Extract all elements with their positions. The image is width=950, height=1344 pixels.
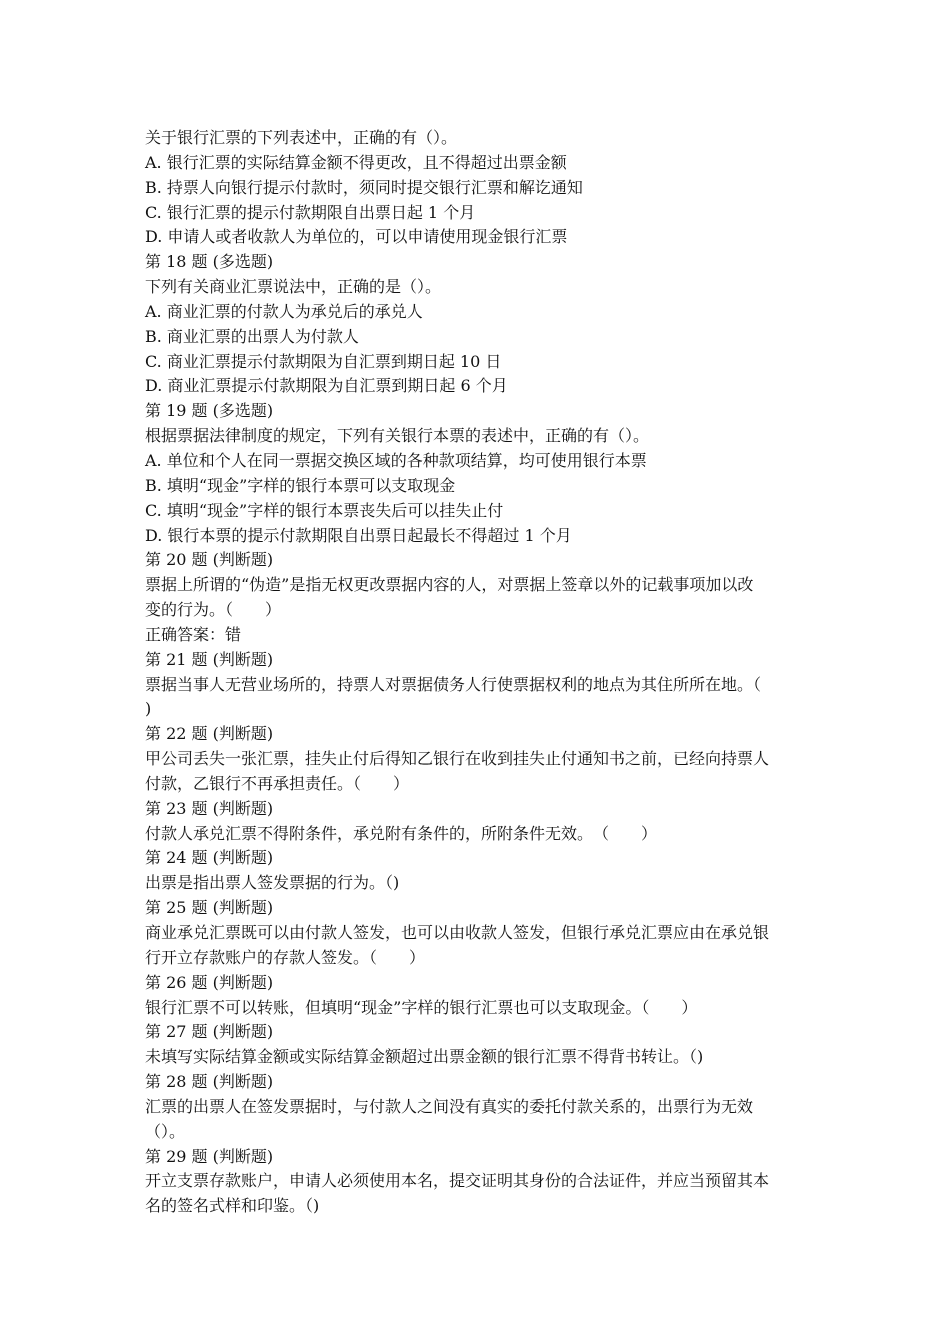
text-line: C. 填明“现金”字样的银行本票丧失后可以挂失止付 [145,500,504,520]
text-line: 行开立存款账户的存款人签发。（ ） [145,947,426,967]
text-line: 变的行为。（ ） [145,600,282,620]
text-line: 出票是指出票人签发票据的行为。（) [145,873,400,893]
document-body [145,126,810,1219]
text-line: 开立支票存款账户，申请人必须使用本名，提交证明其身份的合法证件，并应当预留其本 [145,1171,770,1191]
question-header: 第 26 题 (判断题) [145,972,274,992]
text-line: B. 填明“现金”字样的银行本票可以支取现金 [145,475,456,495]
question-header: 第 22 题 (判断题) [145,724,274,744]
text-line: 汇票的出票人在签发票据时，与付款人之间没有真实的委托付款关系的，出票行为无效 [145,1096,754,1116]
text-line: 关于银行汇票的下列表述中，正确的有（）。 [145,128,458,147]
text-line: 票据当事人无营业场所的，持票人对票据债务人行使票据权利的地点为其住所所在地。（ [145,674,762,694]
question-header: 第 27 题 (判断题) [145,1022,274,1042]
text-line: 未填写实际结算金额或实际结算金额超过出票金额的银行汇票不得背书转让。（) [145,1047,704,1067]
text-line: C. 银行汇票的提示付款期限自出票日起 1 个月 [145,202,476,222]
question-header: 第 29 题 (判断题) [145,1146,274,1166]
text-line: （）。 [145,1121,186,1141]
question-header: 第 23 题 (判断题) [145,798,274,818]
question-header: 第 24 题 (判断题) [145,848,274,868]
text-line: C. 商业汇票提示付款期限为自汇票到期日起 10 日 [145,351,502,371]
text-line: B. 商业汇票的出票人为付款人 [145,326,359,346]
text-line: 商业承兑汇票既可以由付款人签发，也可以由收款人签发，但银行承兑汇票应由在承兑银 [145,923,770,942]
text-line: 根据票据法律制度的规定，下列有关银行本票的表述中，正确的有（）。 [145,426,650,446]
text-line: 付款人承兑汇票不得附条件，承兑附有条件的，所附条件无效。 （ ） [145,823,658,843]
question-header: 第 21 题 (判断题) [145,649,274,669]
text-line: B. 持票人向银行提示付款时，须同时提交银行汇票和解讫通知 [145,177,583,197]
text-line: 下列有关商业汇票说法中，正确的是（）。 [145,277,442,297]
text-line: 付款，乙银行不再承担责任。（ ） [145,773,410,793]
text-line: ) [145,699,152,719]
text-line: D. 银行本票的提示付款期限自出票日起最长不得超过 1 个月 [145,525,572,545]
text-line: D. 申请人或者收款人为单位的，可以申请使用现金银行汇票 [145,227,568,247]
answer-line: 正确答案：错 [145,624,242,644]
text-line: 甲公司丢失一张汇票，挂失止付后得知乙银行在收到挂失止付通知书之前，已经向持票人 [145,749,770,769]
text-line: A. 商业汇票的付款人为承兑后的承兑人 [145,301,423,321]
text-line: 银行汇票不可以转账，但填明“现金”字样的银行汇票也可以支取现金。（ ） [145,997,698,1017]
question-header: 第 28 题 (判断题) [145,1072,274,1092]
text-line: 票据上所谓的“伪造”是指无权更改票据内容的人，对票据上签章以外的记载事项加以改 [145,575,754,595]
question-header: 第 19 题 (多选题) [145,401,274,421]
text-line: A. 银行汇票的实际结算金额不得更改，且不得超过出票金额 [145,152,567,172]
question-header: 第 18 题 (多选题) [145,252,274,272]
question-header: 第 25 题 (判断题) [145,898,274,918]
text-line: D. 商业汇票提示付款期限为自汇票到期日起 6 个月 [145,376,508,396]
question-header: 第 20 题 (判断题) [145,550,274,570]
text-line: A. 单位和个人在同一票据交换区域的各种款项结算，均可使用银行本票 [145,450,647,470]
text-line: 名的签名式样和印鉴。（) [145,1196,320,1216]
